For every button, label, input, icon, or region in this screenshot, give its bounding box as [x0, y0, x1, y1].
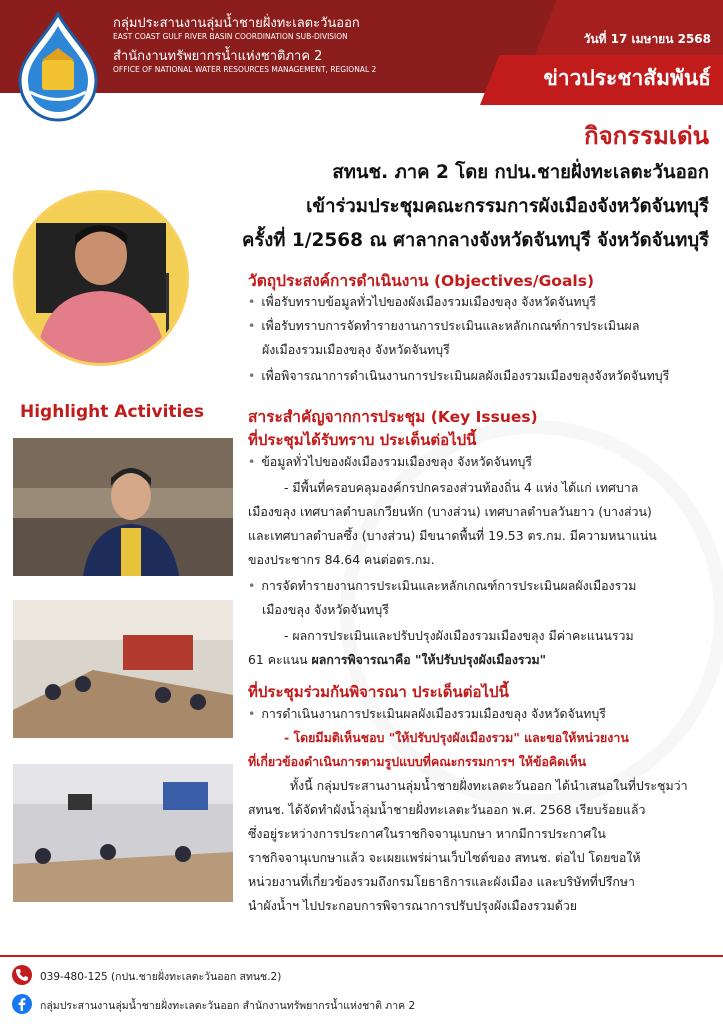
footer-phone[interactable]: 039-480-125 (กปน.ชายฝั่งทะเลตะวันออก สทนช.2) [40, 971, 282, 983]
issue-item: • การดำเนินงานการประเมินผลผังเมืองรวมเมืองขลุง จังหวัดจันทบุรี [248, 706, 606, 721]
issue-detail: 61 คะแนน ผลการพิจารณาคือ "ให้ปรับปรุงผังเมืองรวม" [248, 652, 547, 667]
issue-detail: เมืองขลุง จังหวัดจันทบุรี [262, 602, 389, 617]
issue-detail: เมืองขลุง เทศบาลตำบลเกวียนหัก (บางส่วน) เทศบาลตำบลวันยาว (บางส่วน) [248, 504, 652, 519]
org-name-en-1: EAST COAST GULF RIVER BASIN COORDINATION SUB-DIVISION [113, 32, 348, 41]
acknowledged-subtitle: ที่ประชุมได้รับทราบ ประเด็นต่อไปนี้ [248, 431, 477, 449]
considered-subtitle: ที่ประชุมร่วมกันพิจารณา ประเด็นต่อไปนี้ [248, 683, 509, 701]
issue-item: • ข้อมูลทั่วไปของผังเมืองรวมเมืองขลุง จังหวัดจันทบุรี [248, 454, 533, 469]
meeting-photo-3 [13, 764, 233, 902]
org-name-th-2: สำนักงานทรัพยากรน้ำแห่งชาติภาค 2 [113, 49, 323, 64]
issue-detail: ของประชากร 84.64 คนต่อตร.กม. [248, 552, 435, 567]
issue-detail: - ผลการประเมินและปรับปรุงผังเมืองรวมเมืองขลุง มีค่าคะแนนรวม [284, 628, 634, 643]
body-paragraph: ทั้งนี้ กลุ่มประสานงานลุ่มน้ำชายฝั่งทะเลตะวันออก ได้นำเสนอในที่ประชุมว่า [290, 778, 688, 793]
phone-icon [12, 965, 32, 985]
news-category: ข่าวประชาสัมพันธ์ [543, 66, 711, 90]
issue-item: • การจัดทำรายงานการประเมินและหลักเกณฑ์การประเมินผลผังเมืองรวม [248, 578, 637, 593]
footer-divider [0, 955, 723, 957]
body-paragraph: หน่วยงานที่เกี่ยวข้องรวมถึงกรมโยธาธิการและผังเมือง และบริษัทที่ปรึกษา [248, 874, 635, 889]
objective-item: • เพื่อพิจารณาการดำเนินงานการประเมินผลผังเมืองรวมเมืองขลุงจังหวัดจันทบุรี [248, 368, 670, 383]
body-paragraph: ราชกิจจานุเบกษาแล้ว จะเผยแพร่ผ่านเว็บไซต์ของ สทนช. ต่อไป โดยขอให้ [248, 850, 641, 865]
highlight-label: Highlight Activities [20, 402, 204, 422]
body-paragraph: สทนช. ได้จัดทำผังน้ำลุ่มน้ำชายฝั่งทะเลตะวันออก พ.ศ. 2568 เรียบร้อยแล้ว [248, 802, 646, 817]
issue-detail: และเทศบาลตำบลซึ้ง (บางส่วน) มีขนาดพื้นที่ 19.53 ตร.กม. มีความหนาแน่น [248, 528, 657, 543]
resolution-text: - โดยมีมติเห็นชอบ "ให้ปรับปรุงผังเมืองรวม" และขอให้หน่วยงาน [284, 730, 629, 745]
objectives-title: วัตถุประสงค์การดำเนินงาน (Objectives/Goals) [248, 272, 595, 290]
headline-line-3: ครั้งที่ 1/2568 ณ ศาลากลางจังหวัดจันทบุรี จังหวัดจันทบุรี [241, 230, 709, 251]
org-name-en-2: OFFICE OF NATIONAL WATER RESOURCES MANAGEMENT, REGIONAL 2 [113, 65, 377, 74]
key-issues-title: สาระสำคัญจากการประชุม (Key Issues) [248, 408, 538, 426]
objective-item: • เพื่อรับทราบการจัดทำรายงานการประเมินและหลักเกณฑ์การประเมินผล [248, 318, 640, 333]
meeting-photo-2 [13, 600, 233, 738]
objective-item: • เพื่อรับทราบข้อมูลทั่วไปของผังเมืองรวมเมืองขลุง จังหวัดจันทบุรี [248, 294, 597, 309]
featured-label: กิจกรรมเด่น [584, 122, 709, 150]
headline-line-2: เข้าร่วมประชุมคณะกรรมการผังเมืองจังหวัดจันทบุรี [306, 196, 709, 217]
org-name-th-1: กลุ่มประสานงานลุ่มน้ำชายฝั่งทะเลตะวันออก [113, 16, 360, 31]
meeting-photo-1 [13, 438, 233, 576]
resolution-text: ที่เกี่ยวข้องดำเนินการตามรูปแบบที่คณะกรรมการฯ ให้ข้อคิดเห็น [248, 754, 587, 769]
onwr-logo [12, 12, 104, 122]
news-date: วันที่ 17 เมษายน 2568 [583, 32, 711, 46]
headline-line-1: สทนช. ภาค 2 โดย กปน.ชายฝั่งทะเลตะวันออก [332, 162, 709, 183]
footer-facebook[interactable]: กลุ่มประสานงานลุ่มน้ำชายฝั่งทะเลตะวันออก สำนักงานทรัพยากรน้ำแห่งชาติ ภาค 2 [40, 1000, 416, 1012]
facebook-icon [12, 994, 32, 1014]
objective-item-cont: ผังเมืองรวมเมืองขลุง จังหวัดจันทบุรี [262, 342, 450, 357]
issue-detail: - มีพื้นที่ครอบคลุมองค์กรปกครองส่วนท้องถิ่น 4 แห่ง ได้แก่ เทศบาล [284, 480, 639, 495]
body-paragraph: นำผังน้ำฯ ไปประกอบการพิจารณาการปรับปรุงผังเมืองรวมด้วย [248, 898, 578, 913]
official-portrait [13, 190, 189, 366]
body-paragraph: ซึ่งอยู่ระหว่างการประกาศในราชกิจจานุเบกษา หากมีการประกาศใน [248, 826, 606, 841]
